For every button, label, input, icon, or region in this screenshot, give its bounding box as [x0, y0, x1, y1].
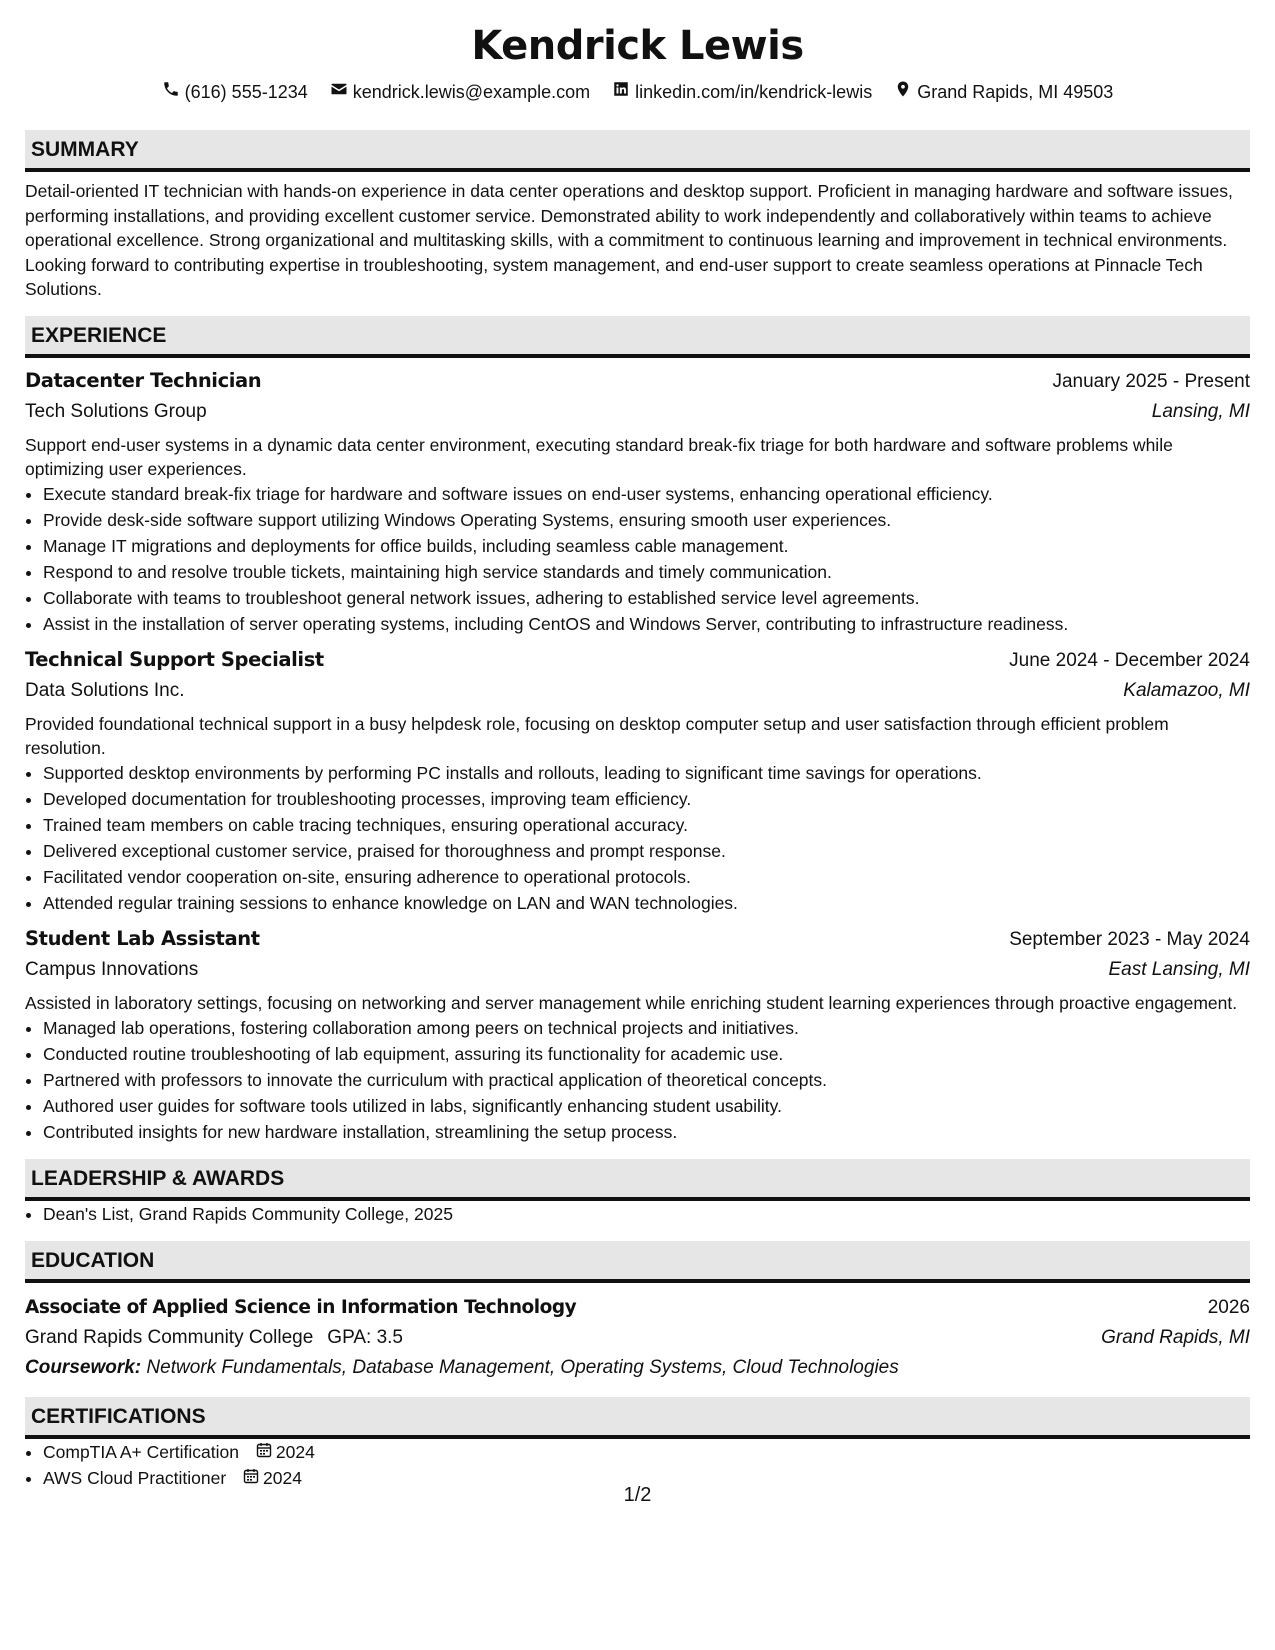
job-location: Lansing, MI	[1151, 400, 1250, 422]
list-item: • Attended regular training sessions to enhance knowledge on LAN and WAN technologies.	[43, 890, 1250, 916]
list-item: • Contributed insights for new hardware installation, streamlining the setup process.	[43, 1119, 1250, 1145]
education-section	[25, 1241, 1250, 1383]
section-heading: LEADERSHIP & AWARDS	[25, 1159, 1250, 1201]
degree-title: Associate of Applied Science in Information Technology	[25, 1296, 577, 1318]
linkedin-link[interactable]: linkedin.com/in/kendrick-lewis	[635, 82, 873, 102]
contact-phone	[162, 80, 308, 104]
contact-email[interactable]	[330, 80, 590, 104]
job-dates: September 2023 - May 2024	[1009, 928, 1250, 950]
calendar-icon	[256, 1439, 272, 1465]
company-name: Data Solutions Inc.	[25, 679, 185, 701]
coursework	[25, 1353, 1250, 1383]
page-number: 1/2	[623, 1484, 652, 1506]
school-line	[25, 1323, 403, 1353]
job-description: Support end-user systems in a dynamic data center environment, executing standard break-fix triage for both hardware and software problems while optimizing user experiences.	[25, 434, 1173, 479]
experience-section	[25, 316, 1250, 1145]
contact-bar	[25, 80, 1250, 104]
job-entry	[25, 924, 1250, 1145]
job-title: Student Lab Assistant	[25, 926, 260, 950]
list-item: • Developed documentation for troubleshooting processes, improving team efficiency.	[43, 786, 1250, 812]
graduation-year: 2026	[1207, 1296, 1250, 1318]
school-name: Grand Rapids Community College	[25, 1326, 314, 1348]
award-list	[25, 1201, 1250, 1227]
phone-text: (616) 555-1234	[184, 82, 308, 102]
section-heading: EDUCATION	[25, 1241, 1250, 1283]
cert-year: 2024	[275, 1441, 315, 1462]
job-entry	[25, 366, 1250, 637]
cert-year: 2024	[263, 1467, 302, 1488]
education-entry	[25, 1293, 1250, 1383]
gpa: GPA: 3.5	[327, 1326, 403, 1348]
list-item: • Dean's List, Grand Rapids Community College, 2025	[43, 1201, 1250, 1227]
coursework-list: Network Fundamentals, Database Management, Operating Systems, Cloud Technologies	[146, 1356, 899, 1378]
list-item: • Partnered with professors to innovate the curriculum with practical application of theoretical concepts.	[43, 1067, 1250, 1093]
list-item: • Manage IT migrations and deployments for office builds, including seamless cable management.	[43, 533, 1250, 559]
list-item: • Respond to and resolve trouble tickets, maintaining high service standards and timely communication.	[43, 559, 1250, 585]
job-entry	[25, 645, 1250, 916]
company-name: Tech Solutions Group	[25, 400, 207, 422]
email-link[interactable]: kendrick.lewis@example.com	[352, 82, 591, 102]
list-item: • Assist in the installation of server operating systems, including CentOS and Windows Server, contributing to infrastructure readiness.	[43, 611, 1250, 637]
section-heading: CERTIFICATIONS	[25, 1397, 1250, 1439]
candidate-name: Kendrick Lewis	[471, 23, 804, 69]
list-item: • Managed lab operations, fostering collaboration among peers on technical projects and initiatives.	[43, 1015, 1250, 1041]
resume-page	[25, 20, 1250, 1491]
company-name: Campus Innovations	[25, 958, 199, 980]
contact-location	[894, 80, 1113, 104]
list-item: • Facilitated vendor cooperation on-site, ensuring adherence to operational protocols.	[43, 864, 1250, 890]
certifications-section	[25, 1397, 1250, 1491]
contact-linkedin[interactable]	[612, 80, 872, 104]
list-item: • Execute standard break-fix triage for hardware and software issues on end-user systems, enhancing operational efficiency.	[43, 481, 1250, 507]
job-title: Datacenter Technician	[25, 368, 262, 392]
list-item: • Supported desktop environments by performing PC installs and rollouts, leading to significant time savings for operations.	[43, 760, 1250, 786]
list-item: • Collaborate with teams to troubleshoot general network issues, adhering to established service level agreements.	[43, 585, 1250, 611]
leadership-section	[25, 1159, 1250, 1227]
linkedin-icon	[612, 80, 630, 104]
job-dates: January 2025 - Present	[1052, 370, 1250, 392]
map-pin-icon	[894, 80, 912, 104]
job-bullets	[25, 760, 1250, 916]
section-heading: EXPERIENCE	[25, 316, 1250, 358]
phone-icon	[162, 80, 180, 104]
job-bullets	[25, 481, 1250, 637]
envelope-icon	[330, 80, 348, 104]
cert-name: CompTIA A+ Certification	[43, 1441, 239, 1462]
job-location: Kalamazoo, MI	[1123, 679, 1250, 701]
section-heading: SUMMARY	[25, 130, 1250, 172]
list-item: • Authored user guides for software tools utilized in labs, significantly enhancing student usability.	[43, 1093, 1250, 1119]
job-description: Provided foundational technical support in a busy helpdesk role, focusing on desktop computer setup and user satisfaction through efficient problem resolution.	[25, 713, 1169, 758]
job-description: Assisted in laboratory settings, focusing on networking and server management while enriching student learning experiences through proactive engagement.	[25, 992, 1238, 1013]
list-item: • Provide desk-side software support utilizing Windows Operating Systems, ensuring smooth user experiences.	[43, 507, 1250, 533]
list-item: • Conducted routine troubleshooting of lab equipment, assuring its functionality for academic use.	[43, 1041, 1250, 1067]
cert-list	[25, 1439, 1250, 1491]
school-location: Grand Rapids, MI	[1101, 1326, 1250, 1348]
job-bullets	[25, 1015, 1250, 1145]
job-title: Technical Support Specialist	[25, 647, 324, 671]
list-item: • Delivered exceptional customer service, praised for thoroughness and prompt response.	[43, 838, 1250, 864]
cert-name: AWS Cloud Practitioner	[43, 1467, 227, 1488]
summary-text: Detail-oriented IT technician with hands-on experience in data center operations and desktop support. Proficient in managing hardware and software issues, performing installations, and providing excellent customer service. Demonstrated ability to work independently and collaboratively within teams to achieve operational excellence. Strong organizational and multitasking skills, with a commitment to continuous learning and improvement in technical environments. Looking forward to contributing expertise in troubleshooting, system management, and end-user support to create seamless operations at Pinnacle Tech Solutions.	[25, 181, 1233, 299]
summary-section	[25, 130, 1250, 302]
list-item	[43, 1439, 1250, 1465]
location-text: Grand Rapids, MI 49503	[917, 82, 1114, 102]
job-location: East Lansing, MI	[1108, 958, 1250, 980]
list-item: • Trained team members on cable tracing techniques, ensuring operational accuracy.	[43, 812, 1250, 838]
coursework-label: Coursework:	[25, 1356, 142, 1378]
cert-date	[256, 1439, 315, 1465]
job-dates: June 2024 - December 2024	[1009, 649, 1250, 671]
